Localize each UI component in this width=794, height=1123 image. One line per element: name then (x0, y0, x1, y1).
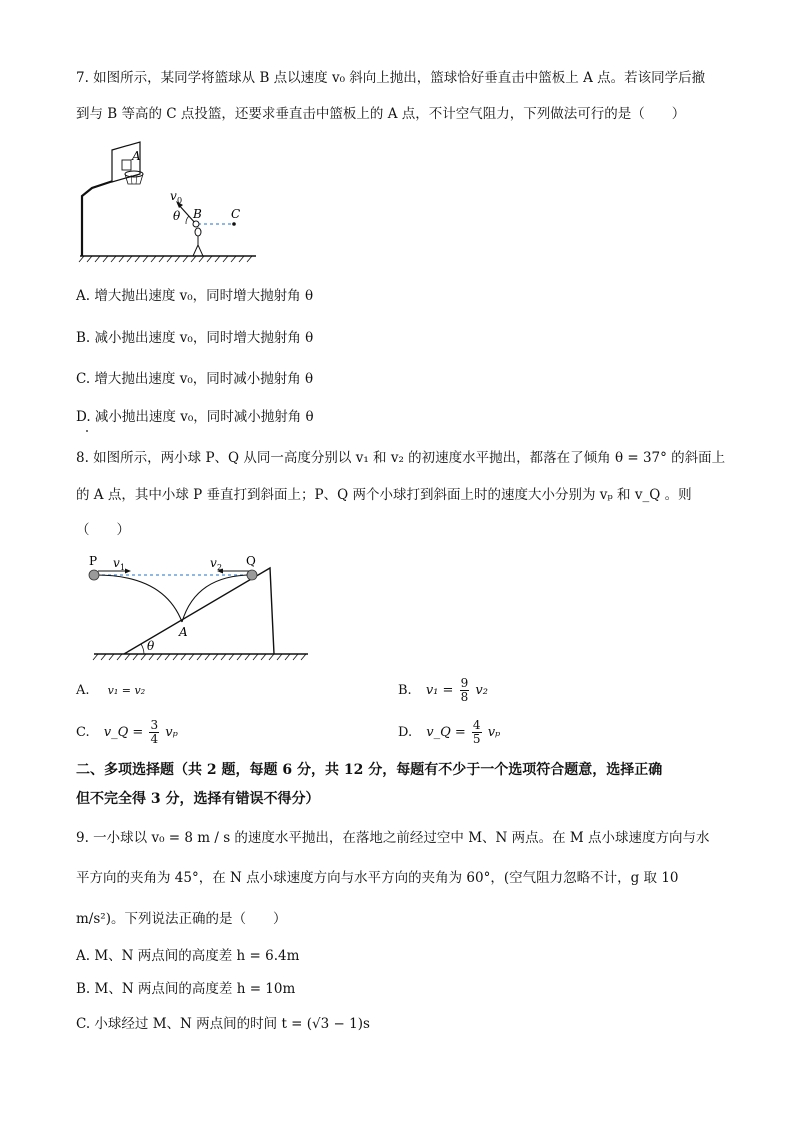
q8-label-v1: v (113, 556, 120, 570)
q7-label-B: B (193, 207, 202, 221)
q8-option-c (76, 718, 178, 748)
q8-option-b-label: B. (398, 683, 412, 698)
q8-label-A: A (179, 625, 188, 639)
q8-option-d-lhs: v_Q = (426, 725, 466, 740)
q8-label-Q: Q (246, 554, 256, 568)
q8-option-b-num: 9 (460, 676, 469, 690)
q7-label-C: C (231, 207, 241, 221)
q8-option-b-den: 8 (460, 690, 469, 704)
q8-option-c-den: 4 (150, 732, 159, 746)
q8-stem-line-3: （ ） (76, 522, 130, 538)
q7-option-a: A. 增大抛出速度 v₀，同时增大抛射角 θ (76, 288, 314, 304)
q8-label-v2: v (210, 556, 217, 570)
q8-option-b-fraction (460, 677, 470, 704)
q9-option-b: B. M、N 两点间的高度差 h = 10m (76, 981, 296, 997)
q8-option-d-den: 5 (472, 732, 481, 746)
q8-incline-figure (84, 552, 314, 664)
q8-option-c-fraction (149, 719, 159, 746)
q8-option-d-rhs: vₚ (487, 725, 501, 740)
q9-stem-line-2: 平方向的夹角为 45°，在 N 点小球速度方向与水平方向的夹角为 60°，(空气阻力忽略不计，g 取 10 (76, 870, 679, 886)
q7-label-v0: v (170, 189, 177, 203)
q7-option-d: D. 减小抛出速度 v₀，同时减小抛射角 θ (76, 409, 314, 425)
q7-option-b: B. 减小抛出速度 v₀，同时增大抛射角 θ (76, 330, 314, 346)
q8-option-a-label: A. (76, 683, 90, 698)
q7-basketball-figure (76, 138, 266, 268)
q9-option-a: A. M、N 两点间的高度差 h = 6.4m (76, 948, 300, 964)
q8-option-b (398, 676, 488, 706)
q8-label-v2-sub: 2 (217, 563, 223, 572)
q8-stem-line-2: 的 A 点，其中小球 P 垂直打到斜面上；P、Q 两个小球打到斜面上时的速度大小分别为 vₚ 和 v_Q 。则 (76, 487, 692, 503)
q9-stem-line-3: m/s²)。下列说法正确的是（ ） (76, 911, 287, 927)
q8-option-b-lhs: v₁ = (425, 683, 454, 698)
q9-option-c: C. 小球经过 M、N 两点间的时间 t = (√3 − 1)s (76, 1016, 370, 1032)
q7-stem-line-1: 7. 如图所示，某同学将篮球从 B 点以速度 v₀ 斜向上抛出，篮球恰好垂直击中篮板上 A 点。若该同学后撤 (76, 70, 706, 86)
q7-label-v0-sub: 0 (177, 196, 183, 205)
q8-label-theta: θ (147, 639, 155, 653)
q7-label-theta: θ (173, 209, 181, 223)
q7-stem-line-2: 到与 B 等高的 C 点投篮，还要求垂直击中篮板上的 A 点，不计空气阻力，下列做法可行的是（ ） (76, 106, 686, 122)
section2-heading-line-2: 但不完全得 3 分，选择有错误不得分） (76, 791, 320, 807)
q8-option-d-num: 4 (472, 718, 481, 732)
q8-option-c-lhs: v_Q = (103, 725, 144, 740)
q8-label-P: P (89, 554, 98, 568)
q7-option-c: C. 增大抛出速度 v₀，同时减小抛射角 θ (76, 371, 314, 387)
section2-heading-line-1: 二、多项选择题（共 2 题，每题 6 分，共 12 分，每题有不少于一个选项符合题意，选择正确 (76, 762, 663, 778)
q8-option-c-rhs: vₚ (165, 725, 178, 740)
q8-option-a (76, 681, 145, 701)
q8-option-c-label: C. (76, 725, 90, 740)
q8-option-c-num: 3 (150, 718, 159, 732)
q8-stem-line-1: 8. 如图所示，两小球 P、Q 从同一高度分别以 v₁ 和 v₂ 的初速度水平抛出，都落在了倾角 θ = 37° 的斜面上 (76, 450, 726, 466)
q7-label-A: A (132, 149, 141, 163)
q8-option-d-fraction (472, 719, 482, 746)
q9-stem-line-1: 9. 一小球以 v₀ = 8 m / s 的速度水平抛出，在落地之前经过空中 M、N 两点。在 M 点小球速度方向与水 (76, 830, 710, 846)
q8-label-v1-sub: 1 (120, 563, 126, 572)
stray-dot (86, 430, 88, 432)
q8-option-d-label: D. (398, 725, 413, 740)
q8-option-b-rhs: v₂ (475, 683, 488, 698)
q8-option-a-expr: v₁ = v₂ (107, 684, 146, 697)
q8-option-d (398, 718, 500, 748)
